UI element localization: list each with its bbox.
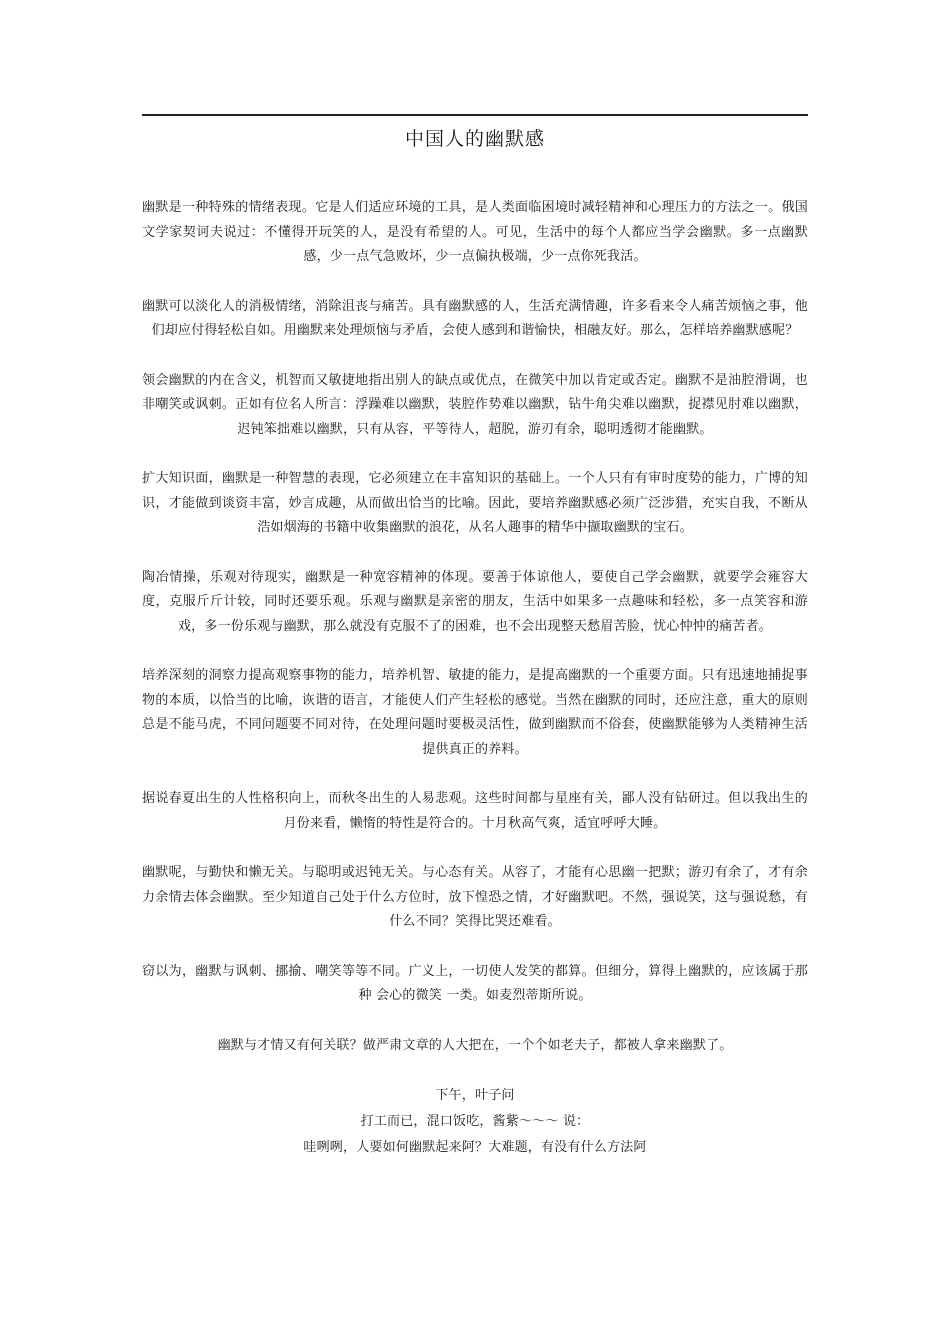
top-rule bbox=[142, 114, 808, 116]
paragraph: 幽默呢，与勤快和懒无关。与聪明或迟钝无关。与心态有关。从容了，才能有心思幽一把默；游刃有余了，才有余力余情去体会幽默。至少知道自己处于什么方位时，放下惶恐之情，才好幽默吧。不然，强说笑，这与强说愁，有什么不同？笑得比哭还难看。 bbox=[142, 865, 808, 929]
paragraph: 领会幽默的内在含义，机智而又敏捷地指出别人的缺点或优点，在微笑中加以肯定或否定。幽默不是油腔滑调，也非嘲笑或讽刺。正如有位名人所言：浮躁难以幽默，装腔作势难以幽默，钻牛角尖难以幽默，捉襟见肘难以幽默，迟钝笨拙难以幽默，只有从容，平等待人，超脱，游刃有余，聪明透彻才能幽默。 bbox=[142, 372, 808, 437]
paragraph: 陶冶情操，乐观对待现实，幽默是一种宽容精神的体现。要善于体谅他人，要使自己学会幽默，就要学会雍容大度，克服斤斤计较，同时还要乐观。乐观与幽默是亲密的朋友，生活中如果多一点趣味和轻松，多一点笑容和游戏，多一份乐观与幽默，那么就没有克服不了的困难，也不会出现整天愁眉苦脸，忧心忡忡的痛苦者。 bbox=[142, 569, 808, 634]
document-title: 中国人的幽默感 bbox=[404, 128, 545, 150]
closing-line: 打工而已，混口饭吃，酱紫～～～ 说： bbox=[360, 1114, 590, 1129]
paragraph: 幽默与才情又有何关联？做严肃文章的人大把在，一个个如老夫子，都被人拿来幽默了。 bbox=[217, 1037, 733, 1053]
paragraph: 幽默可以淡化人的消极情绪，消除沮丧与痛苦。具有幽默感的人，生活充满情趣，许多看来令人痛苦烦恼之事，他们却应付得轻松自如。用幽默来处理烦恼与矛盾，会使人感到和谐愉快，相融友好。那么，怎样培养幽默感呢？ bbox=[142, 298, 808, 338]
closing-dialogue bbox=[142, 1083, 808, 1161]
paragraph: 据说春夏出生的人性格积向上，而秋冬出生的人易悲观。这些时间都与星座有关，鄙人没有钻研过。但以我出生的月份来看，懒惰的特性是符合的。十月秋高气爽，适宜呼呼大睡。 bbox=[142, 791, 808, 831]
closing-line: 哇咧咧，人要如何幽默起来阿？大难题，有没有什么方法阿 bbox=[303, 1140, 647, 1155]
paragraph: 幽默是一种特殊的情绪表现。它是人们适应环境的工具，是人类面临困境时减轻精神和心理压力的方法之一。俄国文学家契诃夫说过：不懂得开玩笑的人，是没有希望的人。可见，生活中的每个人都应当学会幽默。多一点幽默感，少一点气急败坏，少一点偏执极端，少一点你死我活。 bbox=[142, 200, 808, 264]
paragraph: 扩大知识面，幽默是一种智慧的表现，它必须建立在丰富知识的基础上。一个人只有有审时度势的能力，广博的知识，才能做到谈资丰富，妙言成趣，从而做出恰当的比喻。因此，要培养幽默感必须广泛涉猎，充实自我，不断从浩如烟海的书籍中收集幽默的浪花，从名人趣事的精华中撷取幽默的宝石。 bbox=[142, 471, 808, 535]
paragraph: 培养深刻的洞察力提高观察事物的能力，培养机智、敏捷的能力，是提高幽默的一个重要方面。只有迅速地捕捉事物的本质，以恰当的比喻，诙谐的语言，才能使人们产生轻松的感觉。当然在幽默的同时，还应注意，重大的原则总是不能马虎，不同问题要不同对待，在处理问题时要极灵活性，做到幽默而不俗套，使幽默能够为人类精神生活提供真正的养料。 bbox=[142, 668, 808, 757]
closing-line: 下午，叶子问 bbox=[435, 1088, 515, 1103]
document-body bbox=[142, 196, 808, 1161]
paragraph: 窃以为，幽默与讽刺、挪揄、嘲笑等等不同。广义上，一切使人发笑的都算。但细分，算得上幽默的，应该属于那种 会心的微笑 一类。如麦烈蒂斯所说。 bbox=[142, 963, 808, 1003]
